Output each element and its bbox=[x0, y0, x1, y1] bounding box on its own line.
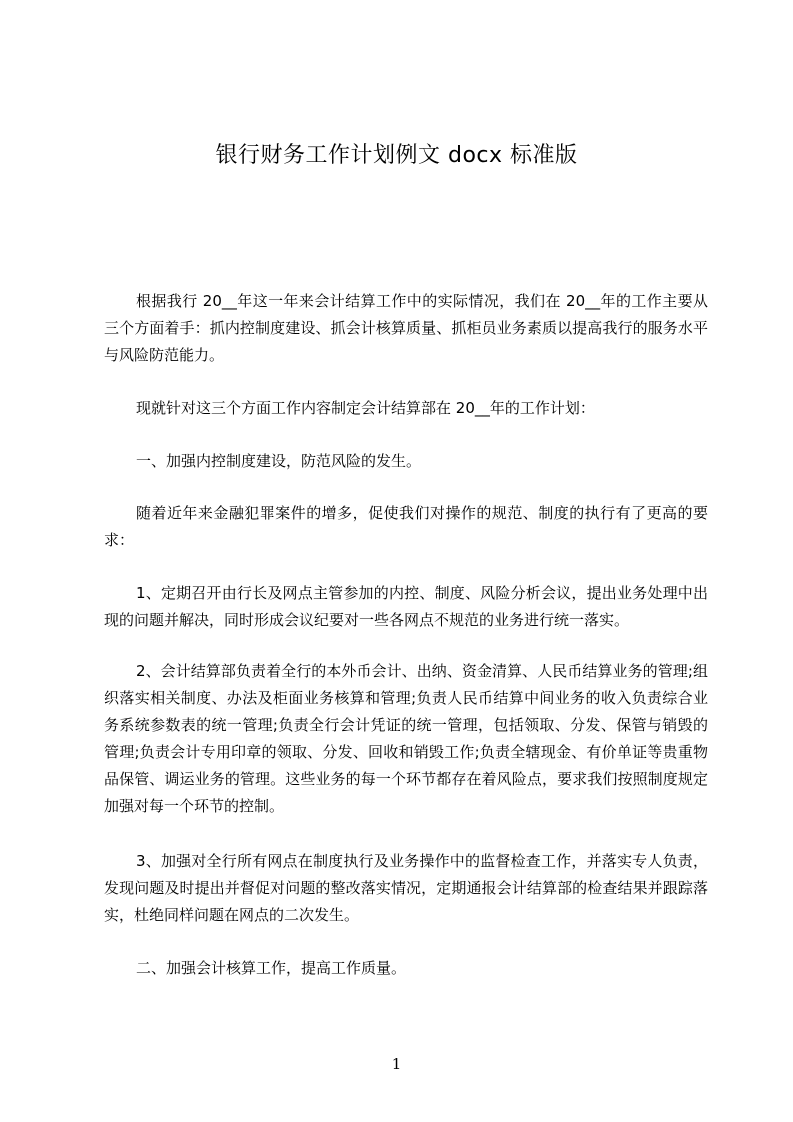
list-item-2: 2、会计结算部负责着全行的本外币会计、出纳、资金清算、人民币结算业务的管理;组织落实相关制度、办法及柜面业务核算和管理;负责人民币结算中间业务的收入负责综合业务系统参数表的统一管理;负责全行会计凭证的统一管理，包括领取、分发、保管与销毁的管理;负责会计专用印章的领取、分发、回收和销毁工作;负责全辖现金、有价单证等贵重物品保管、调运业务的管理。这些业务的每一个环节都存在着风险点，要求我们按照制度规定加强对每一个环节的控制。 bbox=[104, 662, 708, 815]
paragraph-requirements: 随着近年来金融犯罪案件的增多，促使我们对操作的规范、制度的执行有了更高的要求： bbox=[104, 504, 708, 549]
section-heading-1: 一、加强内控制度建设，防范风险的发生。 bbox=[136, 452, 422, 470]
section-heading-2: 二、加强会计核算工作，提高工作质量。 bbox=[136, 959, 407, 977]
page-number: 1 bbox=[391, 1055, 402, 1073]
list-item-3: 3、加强对全行所有网点在制度执行及业务操作中的监督检查工作，并落实专人负责，发现问题及时提出并督促对问题的整改落实情况，定期通报会计结算部的检查结果并跟踪落实，杜绝同样问题在网点的二次发生。 bbox=[104, 852, 708, 924]
paragraph-plan-lead: 现就针对这三个方面工作内容制定会计结算部在 20__年的工作计划： bbox=[136, 399, 595, 417]
paragraph-intro: 根据我行 20__年这一年来会计结算工作中的实际情况，我们在 20__年的工作主要从三个方面着手：抓内控制度建设、抓会计核算质量、抓柜员业务素质以提高我行的服务水平与风险防范能力。 bbox=[104, 292, 708, 364]
document-title: 银行财务工作计划例文 docx 标准版 bbox=[215, 143, 578, 168]
list-item-1: 1、定期召开由行长及网点主管参加的内控、制度、风险分析会议，提出业务处理中出现的问题并解决，同时形成会议纪要对一些各网点不规范的业务进行统一落实。 bbox=[104, 584, 708, 629]
